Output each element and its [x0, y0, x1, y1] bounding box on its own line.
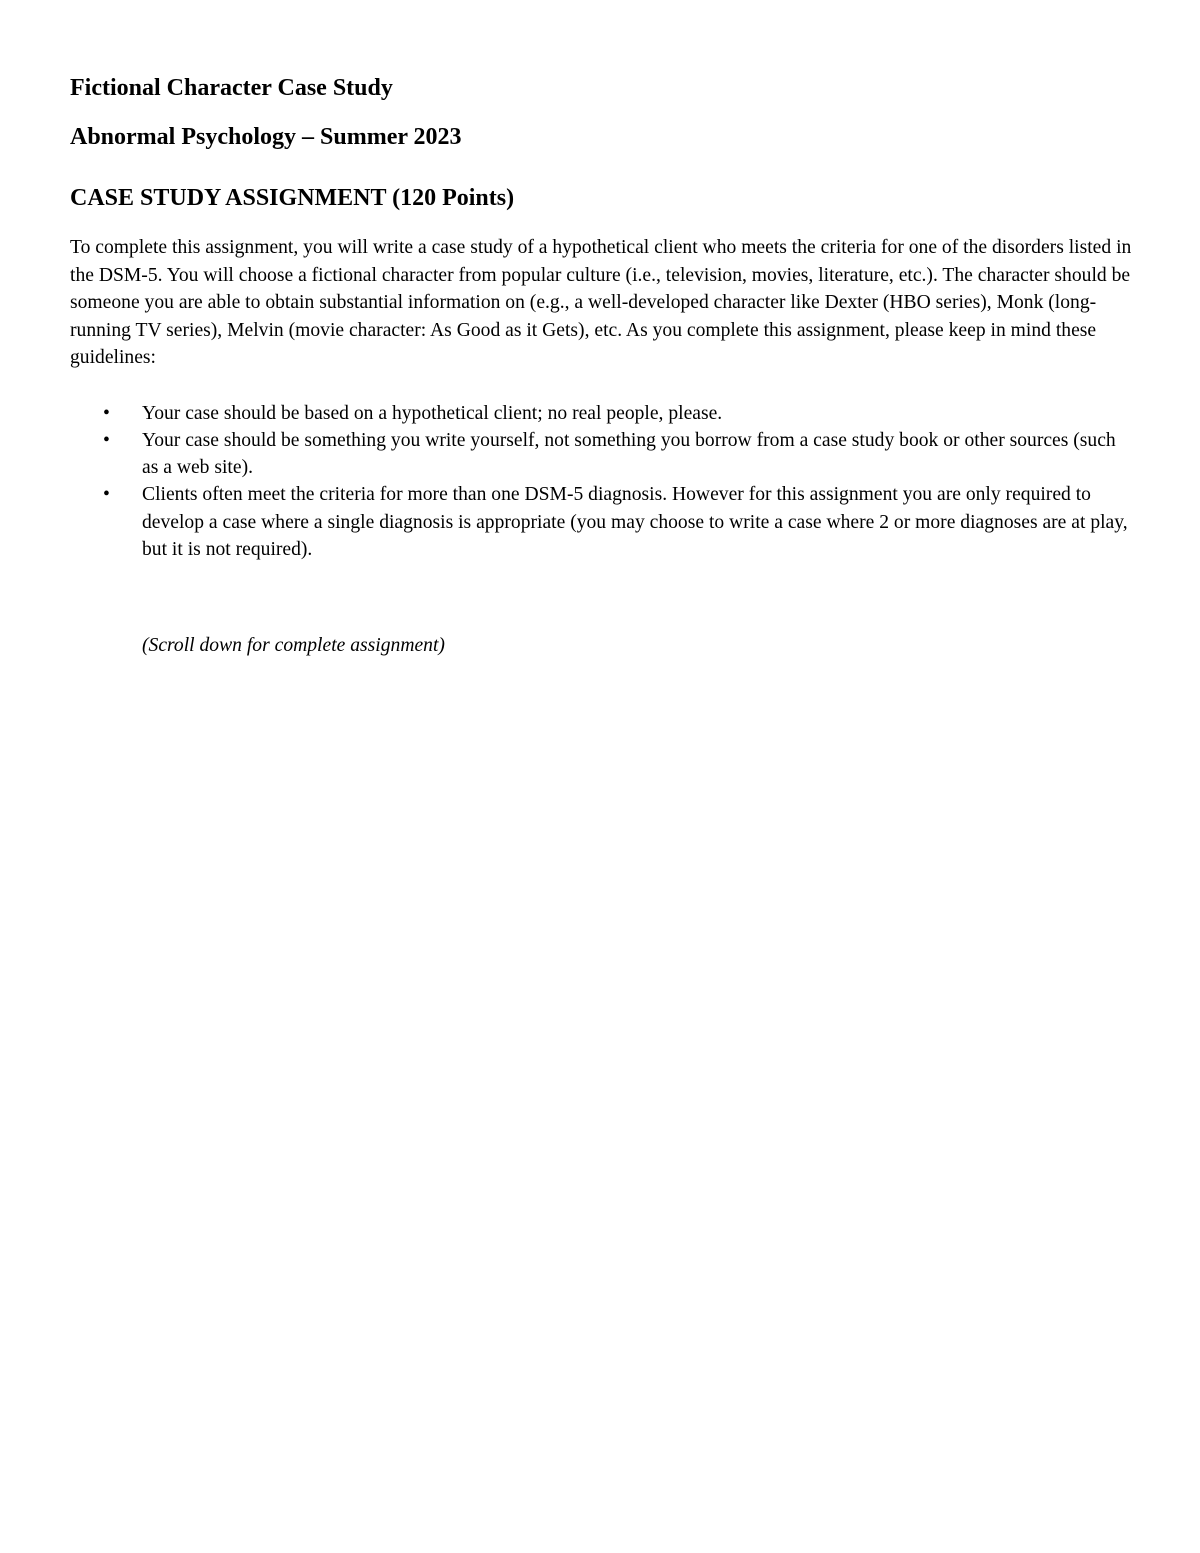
- guideline-item: [70, 481, 1132, 563]
- guideline-text: Your case should be something you write yourself, not something you borrow from a case study book or other sources (such as a web site).: [142, 429, 1116, 479]
- scroll-note: (Scroll down for complete assignment): [142, 635, 445, 657]
- bullet-icon: •: [103, 429, 110, 451]
- assignment-heading: CASE STUDY ASSIGNMENT (120 Points): [70, 185, 515, 211]
- document-content: [70, 70, 1132, 659]
- guideline-text: Your case should be based on a hypothetical client; no real people, please.: [142, 402, 723, 424]
- intro-paragraph: To complete this assignment, you will write a case study of a hypothetical client who meets the criteria for one of the disorders listed in the DSM-5. You will choose a fictional character from popular culture (i.e., television, movies, literature, etc.). The character should be someone you are able to obtain substantial information on (e.g., a well-developed character like Dexter (HBO series), Monk (long-running TV series), Melvin (movie character: As Good as it Gets), etc. As you complete this assignment, please keep in mind these guidelines:: [70, 237, 1132, 368]
- guideline-item: [70, 400, 1132, 427]
- bullet-icon: •: [103, 484, 110, 506]
- course-heading: Abnormal Psychology – Summer 2023: [70, 124, 462, 150]
- document-title: Fictional Character Case Study: [70, 75, 393, 101]
- guideline-item: [70, 427, 1132, 482]
- guideline-text: Clients often meet the criteria for more than one DSM-5 diagnosis. However for this assignment you are only required to develop a case where a single diagnosis is appropriate (you may choose to write a case where 2 or more diagnoses are at play, but it is not required).: [142, 484, 1128, 560]
- bullet-icon: •: [103, 402, 110, 424]
- guidelines-list: [70, 400, 1132, 564]
